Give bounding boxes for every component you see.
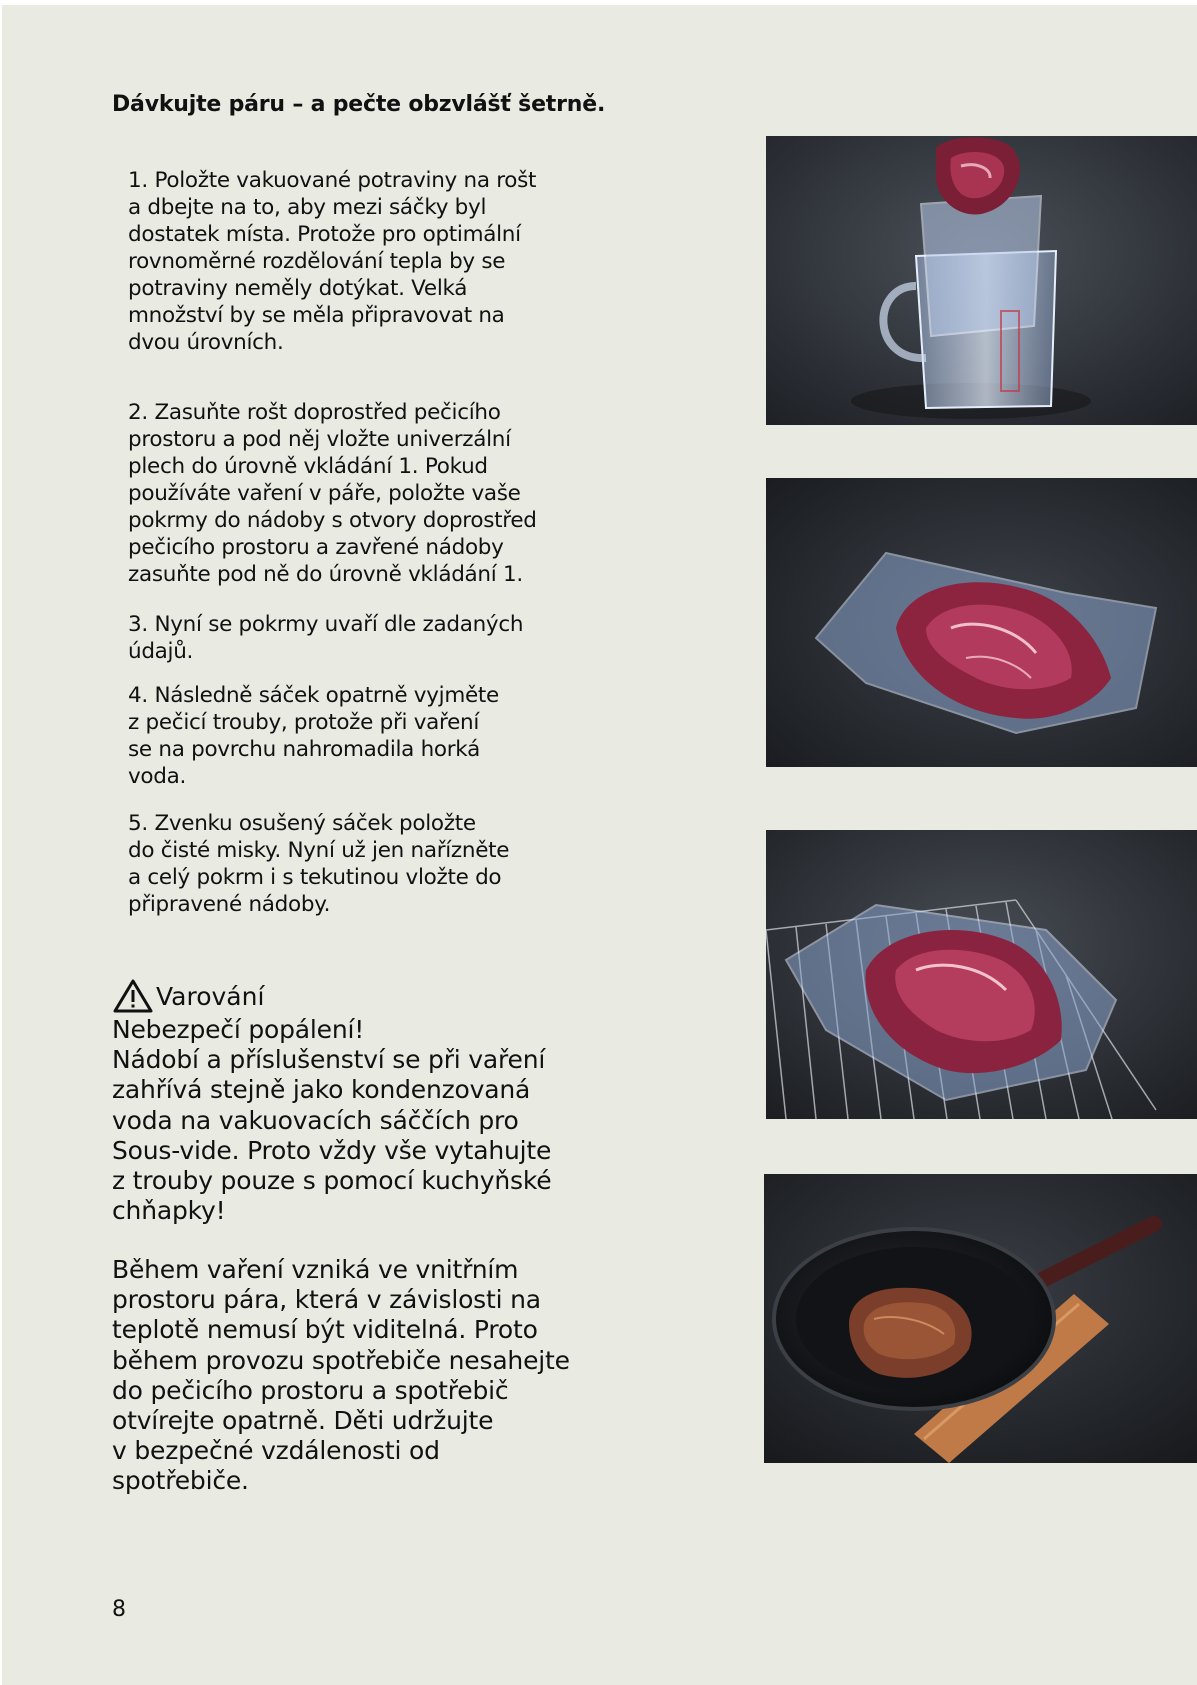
photo-steak-in-pan [764, 1174, 1197, 1463]
step-1: 1. Položte vakuované potraviny na rošt a dbejte na to, aby mezi sáčky byl dostatek místa. Protože pro optimální rovnoměrné rozdělování tepla by se potraviny neměly dotýkat. Velká množství by se měla připravovat na dvou úrovních. [128, 168, 537, 355]
warning-heading [112, 977, 264, 1015]
warning-triangle-icon [112, 978, 154, 1014]
step-4: 4. Následně sáček opatrně vyjměte z pečicí trouby, protože při vaření se na povrchu nahromadila horká voda. [128, 683, 499, 789]
photo-bag-in-jug [766, 136, 1197, 425]
warning-note: Během vaření vzniká ve vnitřním prostoru pára, která v závislosti na teplotě nemusí být viditelná. Proto během provozu spotřebiče nesahejte do pečicího prostoru a spotřebič otvírejte opatrně. Děti udržujte v bezpečné vzdálenosti od spotřebiče. [112, 1255, 570, 1496]
warning-text: Nebezpečí popálení! Nádobí a příslušenství se při vaření zahřívá stejně jako kondenzovaná voda na vakuovacích sáččích pro Sous-vide. Proto vždy vše vytahujte z trouby pouze s pomocí kuchyňské chňapky! [112, 1015, 552, 1226]
step-2: 2. Zasuňte rošt doprostřed pečicího prostoru a pod něj vložte univerzální plech do úrovně vkládání 1. Pokud používáte vaření v páře, položte vaše pokrmy do nádoby s otvory doprostřed pečicího prostoru a zavřené nádoby zasuňte pod ně do úrovně vkládání 1. [128, 400, 537, 587]
step-3: 3. Nyní se pokrmy uvaří dle zadaných údajů. [128, 612, 524, 664]
photo-steak-on-rack [766, 830, 1197, 1119]
photo-sealed-steak [766, 478, 1197, 767]
document-page [2, 5, 1197, 1685]
page-title: Dávkujte páru – a pečte obzvlášť šetrně. [112, 92, 606, 117]
page-number: 8 [112, 1597, 126, 1622]
warning-label: Varování [156, 981, 265, 1011]
step-5: 5. Zvenku osušený sáček položte do čisté misky. Nyní už jen nařízněte a celý pokrm i s tekutinou vložte do připravené nádoby. [128, 811, 510, 917]
